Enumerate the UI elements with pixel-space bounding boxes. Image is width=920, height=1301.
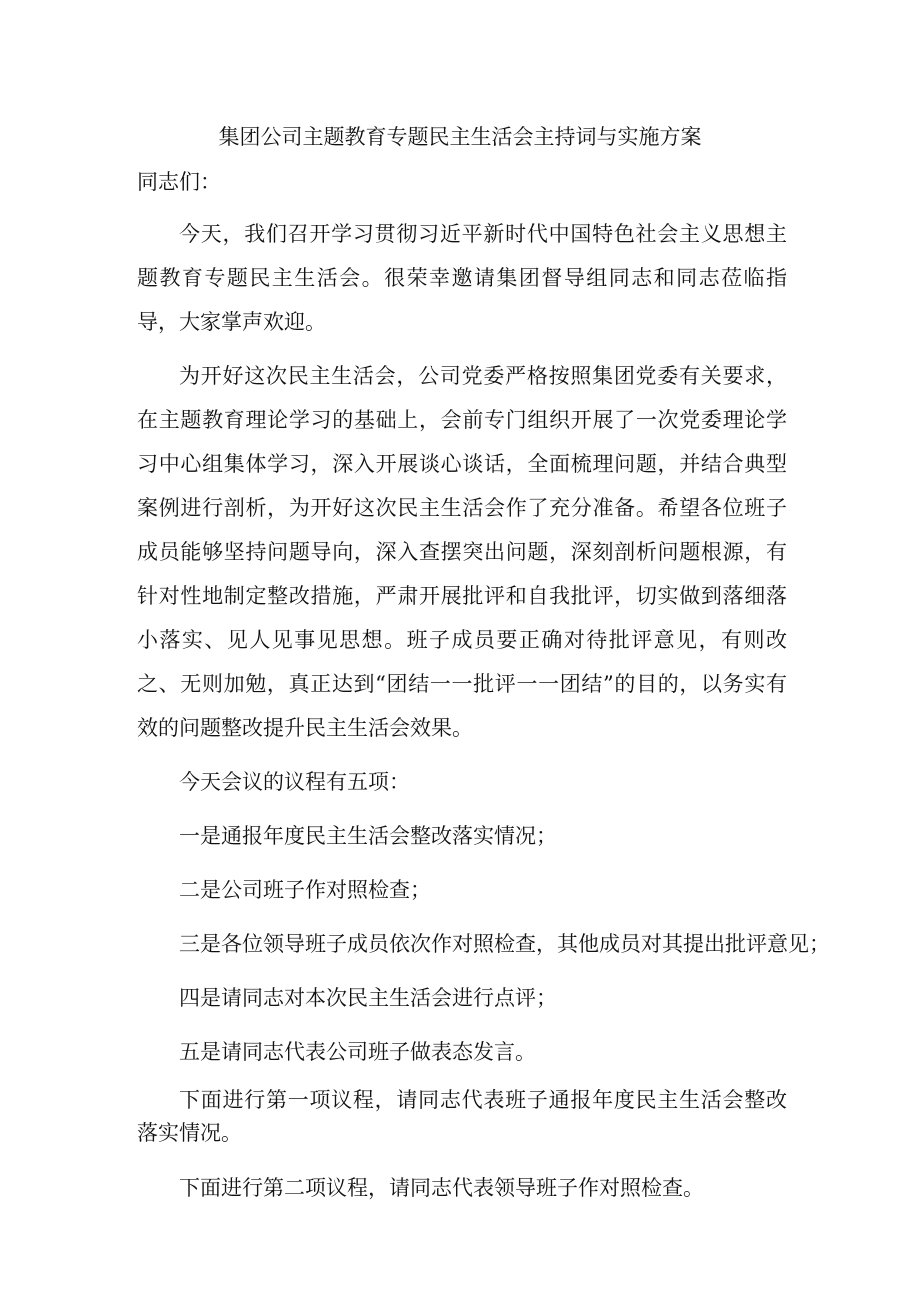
agenda-item-2: 二是公司班子作对照检查； bbox=[179, 878, 431, 902]
paragraph-agenda-intro: 今天会议的议程有五项： bbox=[179, 770, 410, 794]
paragraph-preparation: 为开好这次民主生活会，公司党委严格按照集团党委有关要求，在主题教育理论学习的基础上，会前专门组织开展了一次党委理论学习中心组集体学习，深入开展谈心谈话，全面梳理问题，并结合典型案例进行剖析，为开好这次民主生活会作了充分准备。希望各位班子成员能够坚持问题导向，深入查摆突出问题，深刻剖析问题根源，有针对性地制定整改措施，严肃开展批评和自我批评，切实做到落细落小落实、见人见事见思想。班子成员要正确对待批评意见，有则改之、无则加勉，真正达到“团结一一批评一一团结”的目的，以务实有效的问题整改提升民主生活会效果。 bbox=[137, 364, 787, 740]
paragraph-first-item: 下面进行第一项议程，请同志代表班子通报年度民主生活会整改落实情况。 bbox=[137, 1088, 787, 1145]
paragraph-second-item: 下面进行第二项议程，请同志代表领导班子作对照检查。 bbox=[179, 1176, 704, 1200]
paragraph-opening: 今天，我们召开学习贯彻习近平新时代中国特色社会主义思想主题教育专题民主生活会。很荣幸邀请集团督导组同志和同志莅临指导，大家掌声欢迎。 bbox=[137, 222, 787, 334]
agenda-item-3: 三是各位领导班子成员依次作对照检查，其他成员对其提出批评意见； bbox=[179, 932, 830, 956]
salutation: 同志们： bbox=[137, 170, 221, 194]
document-body bbox=[137, 212, 830, 1220]
agenda-item-4: 四是请同志对本次民主生活会进行点评； bbox=[179, 986, 557, 1010]
document-title: 集团公司主题教育专题民主生活会主持词与实施方案 bbox=[218, 125, 702, 149]
agenda-item-5: 五是请同志代表公司班子做表态发言。 bbox=[179, 1040, 536, 1064]
agenda-item-1: 一是通报年度民主生活会整改落实情况； bbox=[179, 824, 557, 848]
